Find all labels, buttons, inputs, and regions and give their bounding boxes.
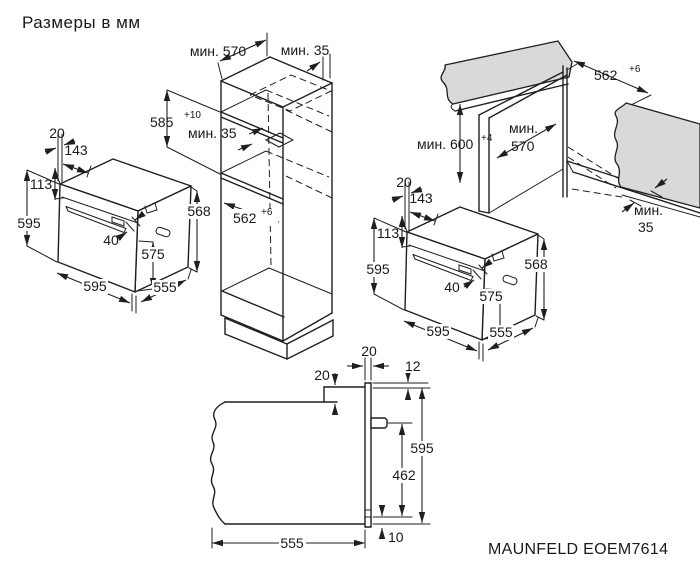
dim-cabinet-niche-width-tol: +6 <box>261 207 273 218</box>
dim-oven-right-body-height: 568 <box>524 256 548 272</box>
dim-oven-right-panel-height: 113 <box>376 225 400 241</box>
dim-oven-right-handle-depth: 40 <box>444 279 460 295</box>
dim-oven-right-top-gap: 20 <box>396 174 412 190</box>
dim-cabinet-niche-height-tol: +10 <box>184 110 201 121</box>
dim-undercounter-min-depth-word: мин. <box>509 120 539 136</box>
tall-cabinet-drawing <box>167 33 333 359</box>
dim-oven-left-height: 595 <box>17 215 41 231</box>
dim-oven-left-door-height: 575 <box>141 246 165 262</box>
under-counter-drawing <box>441 41 700 217</box>
dim-oven-right-height: 595 <box>366 261 390 277</box>
dim-oven-left-panel-depth: 143 <box>64 142 88 158</box>
dim-undercounter-min-height: мин. 600 <box>417 136 474 152</box>
dim-profile-top-clearance: 20 <box>314 367 330 383</box>
dim-oven-right-panel-depth: 143 <box>409 190 433 206</box>
dim-profile-depth: 555 <box>280 535 304 551</box>
dim-undercounter-min-depth-value: 570 <box>511 138 535 154</box>
dim-cabinet-back-gap: мин. 35 <box>280 42 330 58</box>
dim-oven-right-width: 595 <box>426 323 450 339</box>
dim-oven-right-depth: 555 <box>489 324 513 340</box>
dim-oven-left-depth: 555 <box>153 279 177 295</box>
dim-undercounter-back-gap-value: 35 <box>638 219 654 235</box>
dim-profile-cavity-height: 462 <box>392 467 416 483</box>
dim-cabinet-niche-width: 562 <box>233 210 257 226</box>
dim-profile-height: 595 <box>410 440 434 456</box>
side-profile-drawing <box>211 358 430 548</box>
dim-oven-left-panel-height: 113 <box>29 176 53 192</box>
dim-cabinet-niche-height: 585 <box>150 114 174 130</box>
dim-profile-top-offset: 12 <box>405 358 421 374</box>
page-title: Размеры в мм <box>22 13 141 32</box>
dim-oven-right-door-height: 575 <box>479 288 503 304</box>
dim-profile-bottom-gap: 10 <box>388 529 404 545</box>
dim-oven-left-body-height: 568 <box>187 203 211 219</box>
dim-oven-left-top-gap: 20 <box>49 125 65 141</box>
dim-oven-left-handle-depth: 40 <box>103 232 119 248</box>
dim-undercounter-niche-width-tol: +6 <box>629 64 641 75</box>
dim-oven-left-width: 595 <box>83 278 107 294</box>
dim-cabinet-vent-gap: мин. 35 <box>188 125 237 141</box>
model-label: MAUNFELD EOEM7614 <box>488 541 669 558</box>
oven-right-drawing <box>374 180 544 361</box>
dim-undercounter-back-gap-word: мин. <box>634 202 664 218</box>
dim-undercounter-niche-width: 562 <box>594 67 618 83</box>
dim-cabinet-min-depth: мин. 570 <box>189 43 247 59</box>
dim-undercounter-min-height-tol: +4 <box>481 133 493 144</box>
dim-profile-door-thickness: 20 <box>361 343 377 359</box>
